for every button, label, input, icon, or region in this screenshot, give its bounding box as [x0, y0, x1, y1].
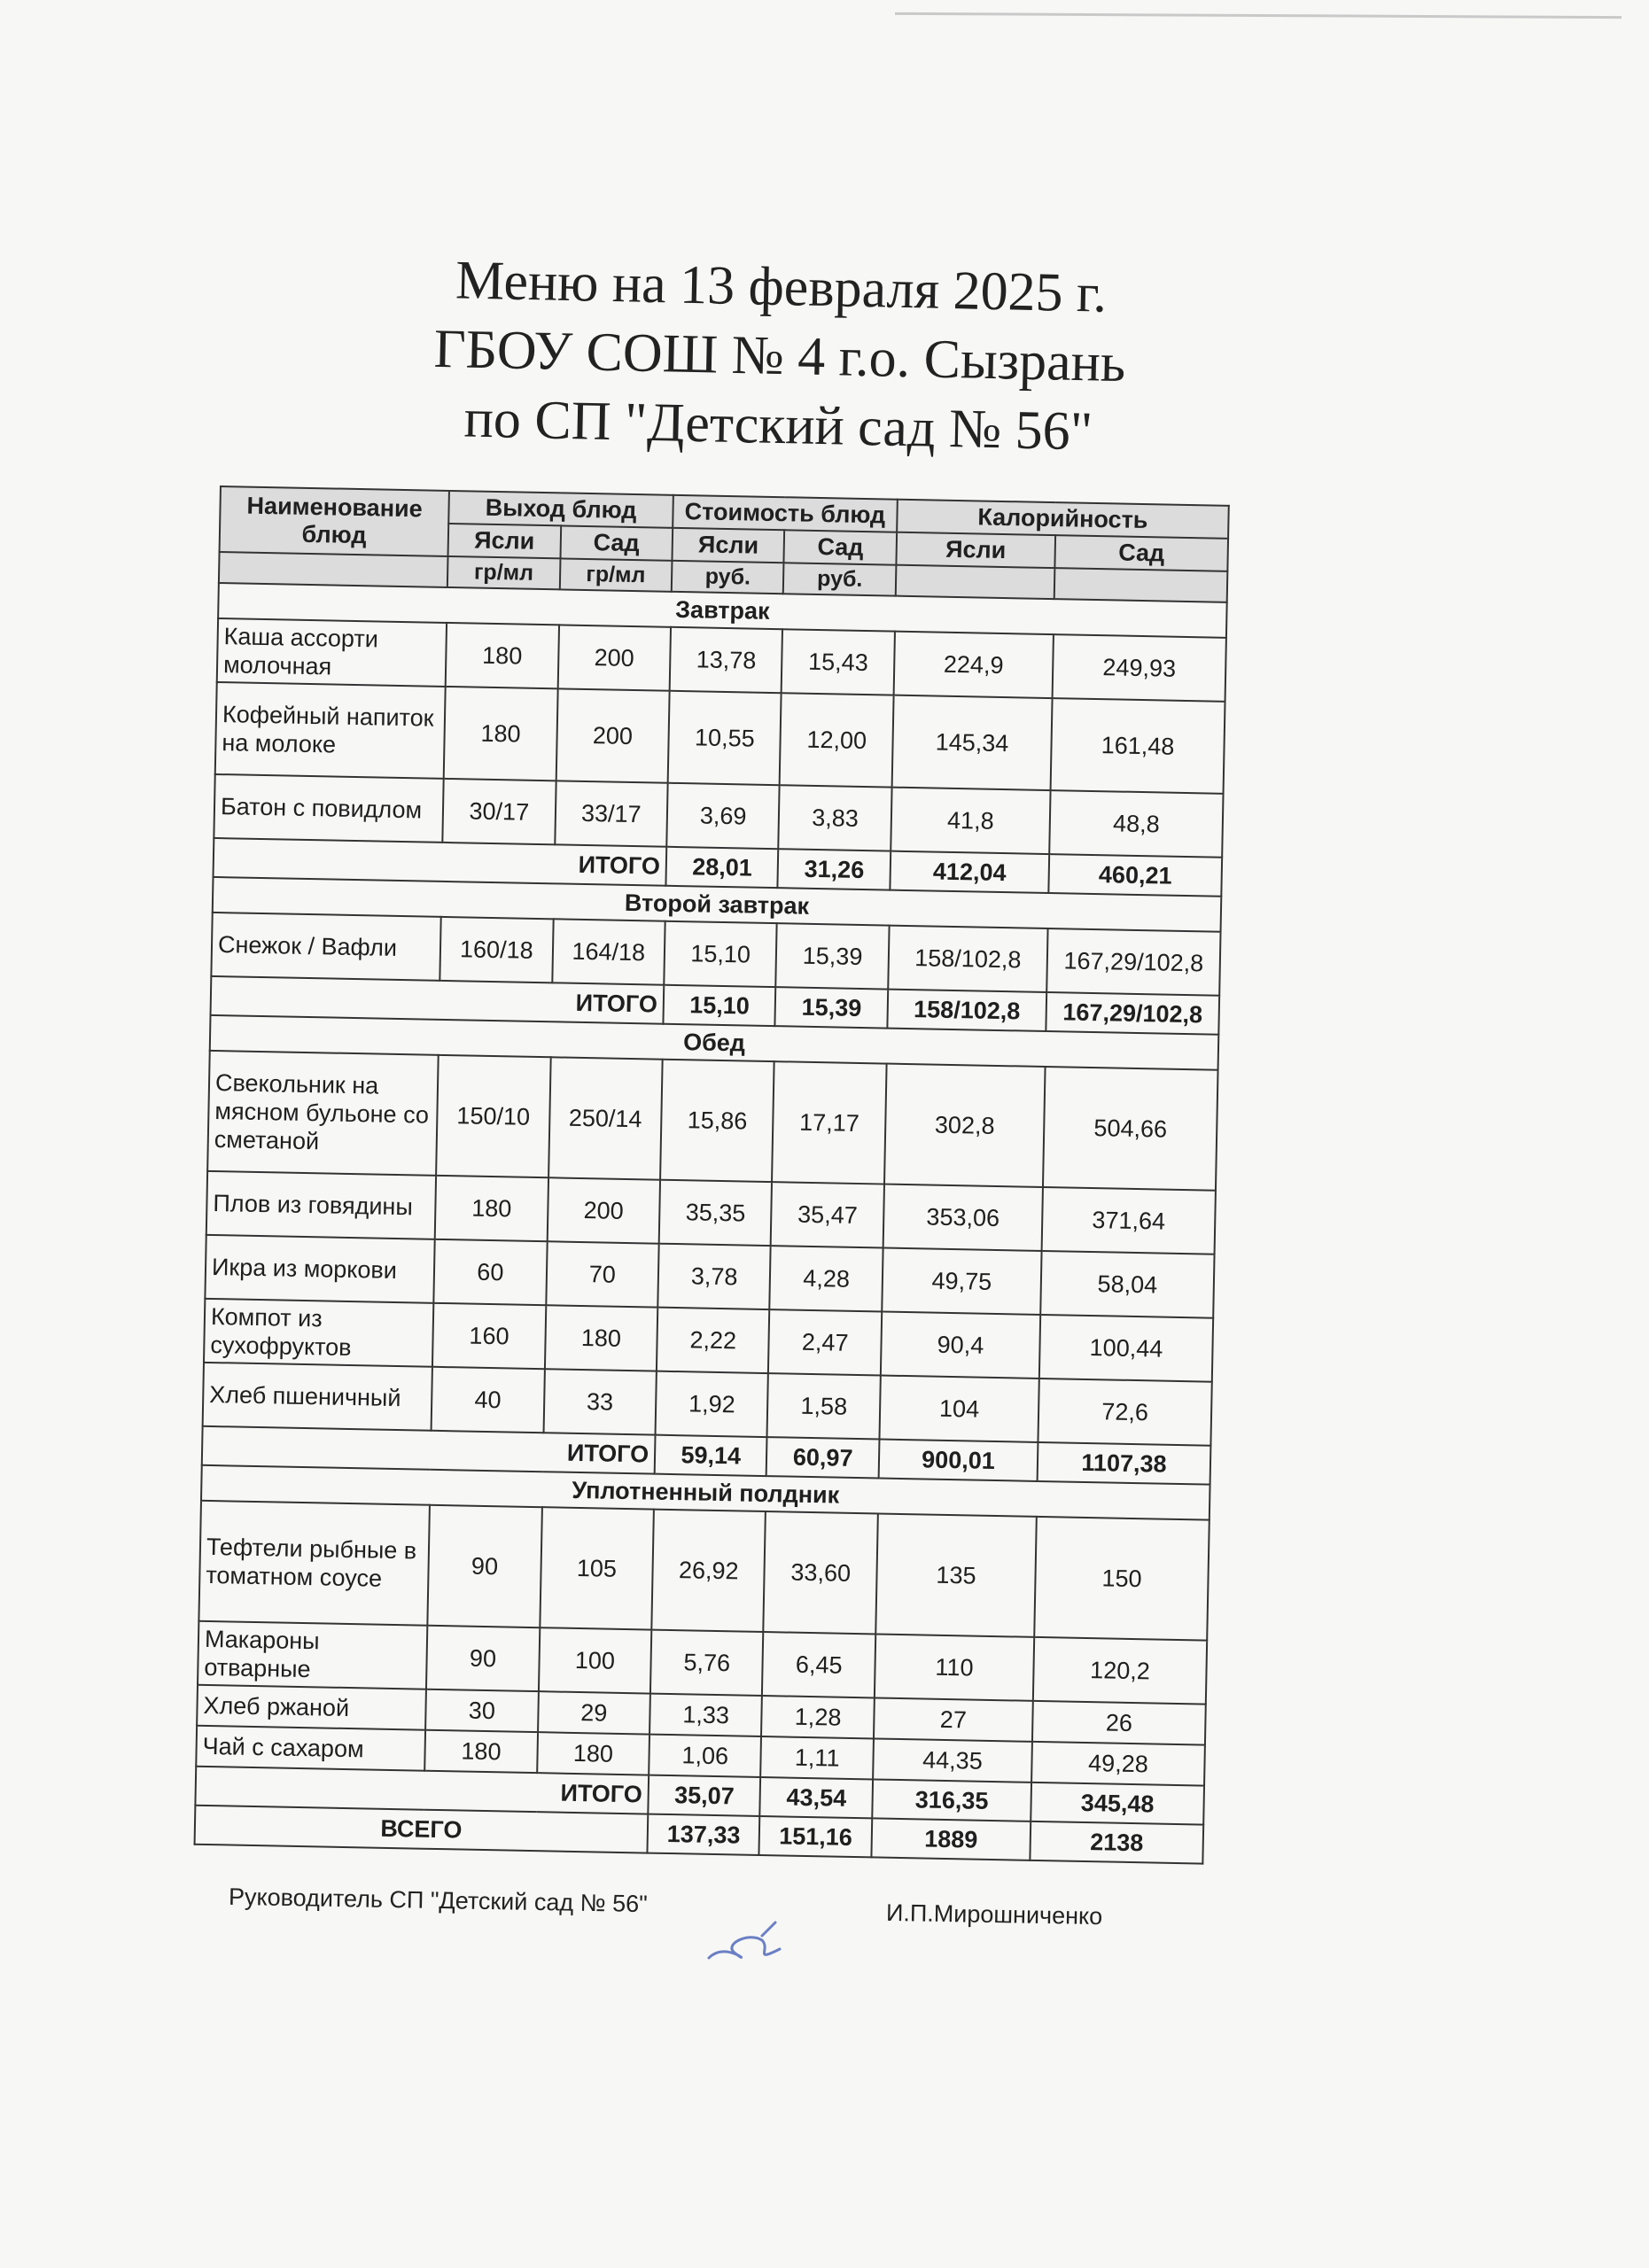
section-title-second-breakfast: Второй завтрак: [213, 877, 1222, 932]
grand-total-cal-yasli: 1889: [871, 1818, 1031, 1860]
total-label: ИТОГО: [195, 1767, 649, 1814]
grand-total-label: ВСЕГО: [195, 1806, 649, 1853]
cost-yasli: 1,92: [656, 1371, 769, 1437]
cost-sad: 4,28: [770, 1246, 883, 1311]
cal-sad: 150: [1034, 1517, 1210, 1641]
total-label: ИТОГО: [214, 838, 667, 886]
cal-sad: 58,04: [1040, 1251, 1214, 1318]
cal-sad: 49,28: [1031, 1742, 1205, 1786]
yield-sad: 105: [540, 1507, 654, 1629]
cost-yasli: 1,06: [649, 1735, 761, 1777]
total-cost-sad: 60,97: [766, 1437, 879, 1478]
total-cal-yasli: 316,35: [872, 1779, 1031, 1821]
unit-yield-sad: гр/мл: [559, 558, 672, 591]
cost-sad: 1,11: [761, 1736, 874, 1779]
total-cost-yasli: 59,14: [655, 1435, 767, 1476]
yield-yasli: 40: [432, 1367, 545, 1433]
cal-sad: 100,44: [1039, 1315, 1213, 1382]
signature-mark: [700, 1914, 806, 1976]
yield-yasli: 90: [426, 1626, 540, 1691]
cal-yasli: 27: [874, 1697, 1033, 1741]
header-yield-sad: Сад: [560, 525, 673, 560]
cal-yasli: 353,06: [883, 1184, 1043, 1251]
cost-yasli: 26,92: [651, 1510, 766, 1632]
footer-person: И.П.Мирошниченко: [885, 1899, 1103, 1930]
cal-yasli: 110: [875, 1634, 1034, 1700]
yield-yasli: 180: [424, 1730, 537, 1773]
cost-yasli: 35,35: [659, 1180, 773, 1246]
dish-name: Свекольник на мясном бульоне со сметаной: [207, 1051, 439, 1176]
cost-sad: 15,39: [776, 923, 890, 989]
cal-yasli: 90,4: [881, 1312, 1040, 1379]
yield-sad: 250/14: [548, 1057, 663, 1179]
cal-sad: 504,66: [1043, 1067, 1218, 1191]
yield-sad: 33/17: [555, 781, 668, 846]
total-cal-sad: 460,21: [1048, 854, 1222, 897]
cal-sad: 161,48: [1051, 698, 1225, 794]
dish-name: Снежок / Вафли: [211, 913, 440, 981]
header-cost: Стоимость блюд: [673, 495, 898, 532]
cal-yasli: 145,34: [892, 695, 1053, 790]
header-unit-empty: [219, 552, 448, 587]
yield-sad: 100: [539, 1627, 652, 1693]
yield-yasli: 180: [444, 687, 557, 781]
cost-sad: 1,28: [761, 1696, 874, 1738]
cal-yasli: 302,8: [884, 1064, 1046, 1187]
total-cost-yasli: 15,10: [663, 985, 775, 1026]
dish-name: Макароны отварные: [198, 1621, 427, 1689]
header-cost-yasli: Ясли: [672, 528, 784, 563]
cost-sad: 2,47: [768, 1309, 882, 1375]
dish-name: Батон с повидлом: [214, 774, 443, 843]
dish-name: Хлеб ржаной: [197, 1685, 426, 1730]
cal-sad: 371,64: [1042, 1187, 1216, 1254]
yield-sad: 70: [546, 1241, 659, 1307]
header-name: Наименование блюд: [220, 486, 450, 556]
section-title-snack: Уплотненный полдник: [201, 1465, 1210, 1520]
dish-name: Кофейный напиток на молоке: [215, 682, 446, 779]
dish-name: Компот из сухофруктов: [204, 1299, 433, 1367]
total-label: ИТОГО: [211, 976, 665, 1024]
cost-sad: 3,83: [779, 785, 892, 850]
yield-yasli: 180: [435, 1176, 548, 1241]
menu-sheet: [194, 485, 1230, 1865]
yield-yasli: 90: [427, 1505, 541, 1627]
scan-edge-line: [895, 12, 1622, 19]
cal-sad: 120,2: [1033, 1637, 1207, 1705]
total-cal-yasli: 412,04: [890, 851, 1049, 893]
yield-yasli: 30: [425, 1689, 538, 1732]
total-cal-sad: 167,29/102,8: [1046, 992, 1219, 1035]
yield-yasli: 180: [446, 623, 559, 688]
cal-yasli: 135: [875, 1513, 1037, 1636]
cal-sad: 249,93: [1053, 634, 1226, 702]
cost-yasli: 15,86: [660, 1060, 774, 1182]
total-cal-sad: 345,48: [1031, 1783, 1204, 1825]
dish-name: Тефтели рыбные в томатном соусе: [198, 1501, 430, 1626]
dish-name: Чай с сахаром: [196, 1726, 425, 1771]
grand-total-cost-sad: 151,16: [759, 1816, 872, 1857]
yield-sad: 200: [547, 1177, 660, 1243]
footer-position: Руководитель СП "Детский сад № 56": [228, 1883, 648, 1918]
cost-yasli: 10,55: [668, 691, 782, 785]
yield-sad: 200: [557, 625, 671, 690]
table-row: [198, 1501, 1209, 1641]
dish-name: Плов из говядины: [206, 1171, 436, 1239]
unit-yield-yasli: гр/мл: [447, 556, 560, 589]
cal-yasli: 41,8: [891, 788, 1050, 854]
total-cal-sad: 1107,38: [1038, 1442, 1211, 1485]
unit-cost-sad: руб.: [783, 563, 896, 595]
total-cost-yasli: 35,07: [648, 1775, 760, 1816]
cost-yasli: 13,78: [670, 627, 783, 693]
header-yield-yasli: Ясли: [448, 524, 561, 558]
header-yield: Выход блюд: [448, 491, 673, 528]
total-cal-yasli: 158/102,8: [887, 990, 1046, 1031]
grand-total-cost-yasli: 137,33: [647, 1814, 759, 1855]
total-cost-sad: 43,54: [760, 1777, 873, 1818]
table-row: [207, 1051, 1217, 1191]
total-label: ИТОГО: [202, 1426, 656, 1474]
grand-total-cal-sad: 2138: [1030, 1821, 1203, 1864]
yield-yasli: 160: [432, 1303, 546, 1369]
yield-sad: 180: [537, 1732, 649, 1775]
cost-yasli: 3,69: [666, 783, 780, 849]
cost-sad: 17,17: [772, 1061, 886, 1184]
cal-yasli: 44,35: [873, 1738, 1032, 1782]
document-title: [291, 243, 1270, 470]
cost-sad: 15,43: [782, 629, 895, 695]
yield-sad: 29: [538, 1691, 650, 1734]
yield-yasli: 150/10: [436, 1055, 550, 1177]
cost-sad: 6,45: [762, 1632, 875, 1697]
header-calories: Калорийность: [897, 500, 1229, 539]
yield-sad: 180: [545, 1305, 658, 1371]
unit-cal-yasli: [896, 565, 1055, 599]
cal-sad: 48,8: [1049, 790, 1223, 858]
cost-yasli: 1,33: [649, 1694, 762, 1736]
cost-sad: 12,00: [780, 693, 893, 787]
cal-yasli: 224,9: [894, 632, 1054, 698]
yield-yasli: 160/18: [439, 917, 553, 983]
cost-sad: 33,60: [764, 1511, 878, 1634]
menu-table: [194, 485, 1230, 1865]
section-title-breakfast: Завтрак: [218, 583, 1227, 638]
cost-sad: 35,47: [771, 1182, 884, 1247]
cost-yasli: 15,10: [664, 921, 777, 987]
header-cal-yasli: Ясли: [896, 532, 1055, 568]
yield-sad: 164/18: [552, 919, 665, 984]
header-cal-sad: Сад: [1054, 535, 1228, 571]
title-line-3: по СП "Детский сад № 56": [463, 388, 1093, 462]
cal-sad: 167,29/102,8: [1046, 928, 1220, 996]
total-cost-sad: 31,26: [778, 849, 891, 889]
total-cal-yasli: 900,01: [879, 1439, 1038, 1480]
cal-yasli: 104: [879, 1376, 1038, 1442]
cost-yasli: 5,76: [650, 1630, 764, 1696]
unit-cal-sad: [1054, 568, 1228, 602]
title-line-2: ГБОУ СОШ № 4 г.о. Сызрань: [433, 318, 1126, 394]
cal-yasli: 158/102,8: [888, 926, 1047, 992]
cost-yasli: 3,78: [657, 1244, 771, 1309]
yield-yasli: 60: [433, 1239, 547, 1305]
yield-yasli: 30/17: [442, 779, 556, 844]
dish-name: Каша ассорти молочная: [217, 618, 447, 687]
cal-sad: 26: [1032, 1701, 1206, 1745]
dish-name: Икра из моркови: [205, 1235, 434, 1303]
yield-sad: 33: [543, 1369, 657, 1434]
unit-cost-yasli: руб.: [672, 561, 784, 594]
total-cost-yasli: 28,01: [665, 847, 778, 888]
title-line-1: Меню на 13 февраля 2025 г.: [455, 250, 1108, 324]
dish-name: Хлеб пшеничный: [203, 1363, 432, 1431]
cal-yasli: 49,75: [882, 1248, 1041, 1315]
cost-yasli: 2,22: [657, 1308, 770, 1373]
cal-sad: 72,6: [1038, 1379, 1211, 1446]
section-title-lunch: Обед: [210, 1015, 1219, 1070]
yield-sad: 200: [556, 688, 669, 782]
cost-sad: 1,58: [767, 1373, 881, 1439]
total-cost-sad: 15,39: [775, 987, 888, 1028]
header-cost-sad: Сад: [784, 530, 897, 564]
